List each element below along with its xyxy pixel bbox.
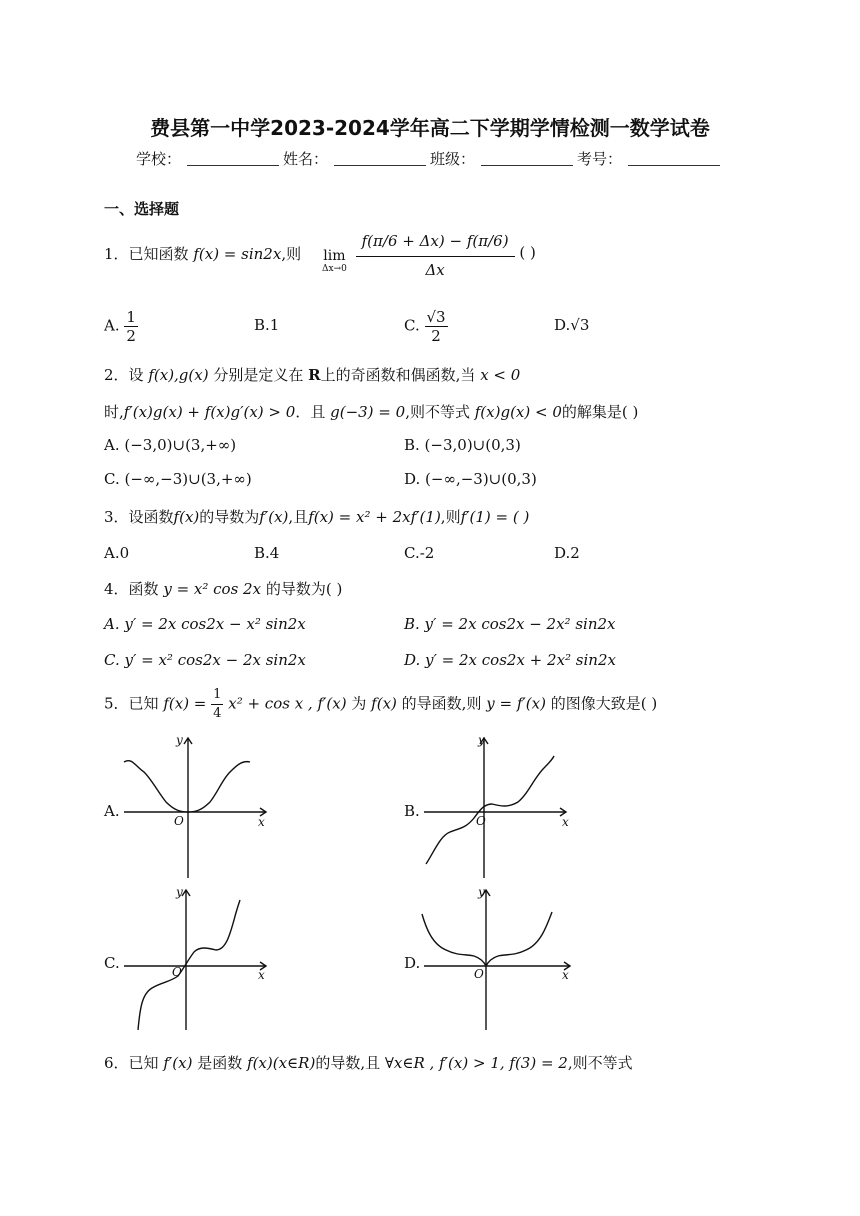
q1-option-d-label: D. [554, 316, 571, 334]
graph-b-x-label: x [562, 815, 569, 829]
q1-option-c-num: √3 [426, 308, 446, 326]
q5-graph-a [118, 732, 278, 882]
graph-c-origin: O [172, 965, 182, 979]
name-blank [334, 151, 426, 166]
q2-real-set: R [308, 366, 321, 384]
q5-graph-d [418, 884, 578, 1034]
q2-option-c: C. (−∞,−3)∪(3,+∞) [104, 470, 252, 488]
q2-option-d: D. (−∞,−3)∪(0,3) [404, 470, 537, 488]
graph-a-y-label: y [176, 733, 183, 747]
q1-limit-expression [322, 226, 536, 279]
q5-fx: f(x) [371, 694, 397, 713]
q2-text-c: 分别是定义在 [213, 366, 304, 384]
q2-condition: x < 0 [480, 366, 521, 384]
q5-frac-num: 1 [211, 686, 223, 705]
exam-number-label: 考号： [577, 150, 623, 168]
q1-function: f(x) = sin2x [193, 245, 282, 263]
graph-b-origin: O [476, 814, 486, 828]
q3-option-c: C.-2 [404, 544, 435, 562]
q5-option-d-label: D. [404, 954, 421, 972]
q5-option-a-label: A. [104, 802, 120, 820]
q2-text-e: 上的奇函数和偶函数,当 [320, 366, 476, 384]
q1-option-d [554, 316, 589, 334]
question-5-stem [104, 686, 657, 723]
q1-paren: ( ) [519, 243, 536, 262]
q6-fprime: f′(x) [163, 1054, 193, 1072]
q3-text-g: ,则 [440, 508, 461, 526]
q3-option-b: B.4 [254, 544, 280, 562]
q1-option-a-label: A. [104, 316, 120, 335]
question-6-stem [104, 1052, 633, 1073]
q4-text-a: 4．函数 [104, 580, 159, 598]
q1-numerator: f(π/6 + Δx) − f(π/6) [356, 226, 515, 257]
q5-option-c-label: C. [104, 954, 120, 972]
q5-expression: x² + cos x , f′(x) [228, 694, 347, 713]
q2-functions: f(x),g(x) [148, 366, 209, 384]
class-label: 班级： [430, 150, 476, 168]
q5-f: f(x) = [163, 694, 207, 713]
graph-d-y-label: y [478, 885, 485, 899]
q6-text-c: 是函数 [197, 1054, 243, 1072]
q1-then: ,则 [281, 245, 302, 263]
q5-option-b-label: B. [404, 802, 420, 820]
q2-target-inequality: f(x)g(x) < 0 [474, 403, 562, 421]
q1-lim-sub: Δx→0 [322, 263, 347, 274]
q2-text-2g: 的解集是( ) [561, 403, 639, 421]
student-info-fields [136, 148, 724, 169]
graph-d-x-label: x [562, 968, 569, 982]
question-2-line-1 [104, 364, 520, 385]
question-1-stem [104, 243, 301, 264]
q2-text-a: 2．设 [104, 366, 144, 384]
q4-option-d: D. y′ = 2x cos2x + 2x² sin2x [404, 651, 616, 669]
question-3-stem [104, 506, 529, 527]
graph-a-x-label: x [258, 815, 265, 829]
q1-option-a [104, 308, 138, 345]
class-blank [481, 151, 573, 166]
q2-option-b: B. (−3,0)∪(0,3) [404, 436, 521, 454]
q1-option-c-den: 2 [431, 327, 441, 345]
q3-equation: f(x) = x² + 2xf′(1) [308, 508, 441, 526]
q1-option-c [404, 308, 448, 345]
q4-option-a: A. y′ = 2x cos2x − x² sin2x [104, 615, 306, 633]
q5-graph-c [118, 884, 278, 1034]
q3-option-d: D.2 [554, 544, 580, 562]
q2-text-2a: 时, [104, 403, 124, 421]
q1-option-c-label: C. [404, 316, 420, 335]
q2-g-value: g(−3) = 0 [330, 403, 406, 421]
q2-option-a: A. (−3,0)∪(3,+∞) [104, 436, 237, 454]
graph-c-x-label: x [258, 968, 265, 982]
q6-text-g: ,则不等式 [567, 1054, 633, 1072]
q4-function: y = x² cos 2x [163, 580, 262, 598]
q1-option-a-den: 2 [126, 327, 136, 345]
q4-text-c: 的导数为( ) [265, 580, 343, 598]
q5-text-f: 的导函数,则 [401, 694, 482, 713]
q2-text-2e: ,则不等式 [405, 403, 470, 421]
exam-number-blank [628, 151, 720, 166]
q3-text-e: ,且 [288, 508, 309, 526]
q6-conditions: ∀x∈R , f′(x) > 1, f(3) = 2 [384, 1054, 568, 1072]
q1-option-b: B.1 [254, 316, 280, 334]
q5-graph-b [418, 732, 578, 882]
q5-text-d: 为 [351, 694, 367, 713]
q4-option-b: B. y′ = 2x cos2x − 2x² sin2x [404, 615, 616, 633]
q6-text-e: 的导数,且 [315, 1054, 381, 1072]
name-label: 姓名： [283, 150, 329, 168]
school-blank [187, 151, 279, 166]
q4-option-c: C. y′ = x² cos2x − 2x sin2x [104, 651, 306, 669]
q6-text-a: 6．已知 [104, 1054, 159, 1072]
q1-fraction [356, 226, 515, 279]
q1-lim: lim [323, 247, 346, 264]
q1-option-d-value: √3 [570, 316, 590, 334]
graph-d-origin: O [474, 967, 484, 981]
q5-frac-den: 4 [213, 706, 222, 721]
q3-text-c: 的导数为 [199, 508, 260, 526]
section-heading-choice: 一、选择题 [104, 200, 180, 218]
q5-text-a: 5．已知 [104, 694, 159, 713]
graph-c-y-label: y [176, 885, 183, 899]
graph-b-y-label: y [478, 733, 485, 747]
graph-a-origin: O [174, 814, 184, 828]
q6-fx: f(x)(x∈R) [247, 1054, 316, 1072]
q1-denominator: Δx [425, 261, 445, 279]
q3-text-a: 3．设函数 [104, 508, 174, 526]
question-2-line-2 [104, 401, 638, 422]
q2-inequality: f′(x)g(x) + f(x)g′(x) > 0 [123, 403, 296, 421]
q2-text-2c: ．且 [295, 403, 326, 421]
q3-fprime: f′(x) [259, 508, 289, 526]
q5-y: y = f′(x) [486, 694, 546, 713]
q1-option-a-num: 1 [126, 308, 136, 326]
q1-text: 1．已知函数 [104, 245, 189, 263]
page-title: 费县第一中学2023-2024学年高二下学期学情检测一数学试卷 [150, 116, 710, 140]
q3-f: f(x) [173, 508, 200, 526]
q3-ask: f′(1) = ( ) [460, 508, 530, 526]
school-label: 学校： [136, 150, 182, 168]
q5-text-h: 的图像大致是( ) [550, 694, 658, 713]
q3-option-a: A.0 [104, 544, 130, 562]
question-4-stem [104, 578, 342, 599]
